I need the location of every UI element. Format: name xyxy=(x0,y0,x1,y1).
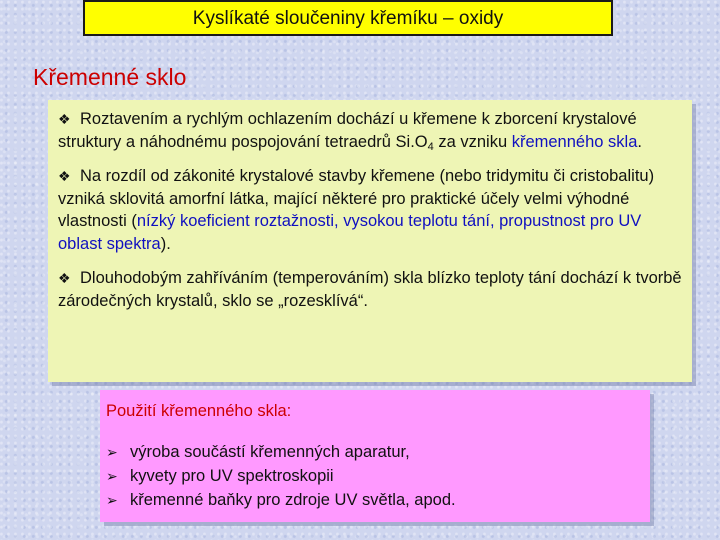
slide-title-text: Kyslíkaté sloučeniny křemíku – oxidy xyxy=(192,8,504,29)
list-item-text: křemenné baňky pro zdroje UV světla, apod. xyxy=(130,491,456,509)
subscript-4: 4 xyxy=(427,140,434,153)
paragraph-2 xyxy=(58,165,682,255)
usage-list xyxy=(106,440,644,512)
paragraph-1-end: . xyxy=(637,132,642,151)
paragraph-3-text: Dlouhodobým zahříváním (temperováním) skla blízko teploty tání dochází k tvorbě zárodečných krystalů, sklo se „rozesklívá“. xyxy=(58,269,682,310)
diamond-bullet-icon: ❖ xyxy=(58,111,71,127)
section-heading: Křemenné sklo xyxy=(33,64,187,90)
usage-title: Použití křemenného skla: xyxy=(106,402,292,420)
diamond-bullet-icon: ❖ xyxy=(58,168,71,184)
list-item-text: kyvety pro UV spektroskopii xyxy=(130,467,334,485)
paragraph-1-text: Roztavením a rychlým ochlazením dochází u křemene k zborcení krystalové struktury a náhodnému pospojování tetraedrů Si.O xyxy=(58,110,637,151)
highlight-term: křemenného skla xyxy=(511,132,638,151)
list-item-text: výroba součástí křemenných aparatur, xyxy=(130,443,410,461)
arrow-bullet-icon: ➢ xyxy=(106,492,118,508)
usage-box xyxy=(100,390,650,522)
slide-title xyxy=(83,0,613,36)
paragraph-3 xyxy=(58,267,682,312)
list-item xyxy=(106,440,644,464)
highlight-properties: nízký koeficient roztažnosti, vysokou teplotu tání, propustnost pro UV oblast spektra xyxy=(58,212,642,253)
paragraph-1-text-2: za vzniku xyxy=(433,132,512,151)
paragraph-2-text: Na rozdíl od zákonité krystalové stavby křemene (nebo tridymitu či cristobalitu) vzniká sklovitá amorfní látka, mající některé pro praktické účely velmi výhodné vlastnosti ( xyxy=(58,167,655,230)
list-item xyxy=(106,488,644,512)
content-box xyxy=(48,100,692,382)
arrow-bullet-icon: ➢ xyxy=(106,444,118,460)
diamond-bullet-icon: ❖ xyxy=(58,270,71,286)
paragraph-2-end: ). xyxy=(160,234,171,253)
list-item xyxy=(106,464,644,488)
arrow-bullet-icon: ➢ xyxy=(106,468,118,484)
paragraph-1 xyxy=(58,108,682,153)
